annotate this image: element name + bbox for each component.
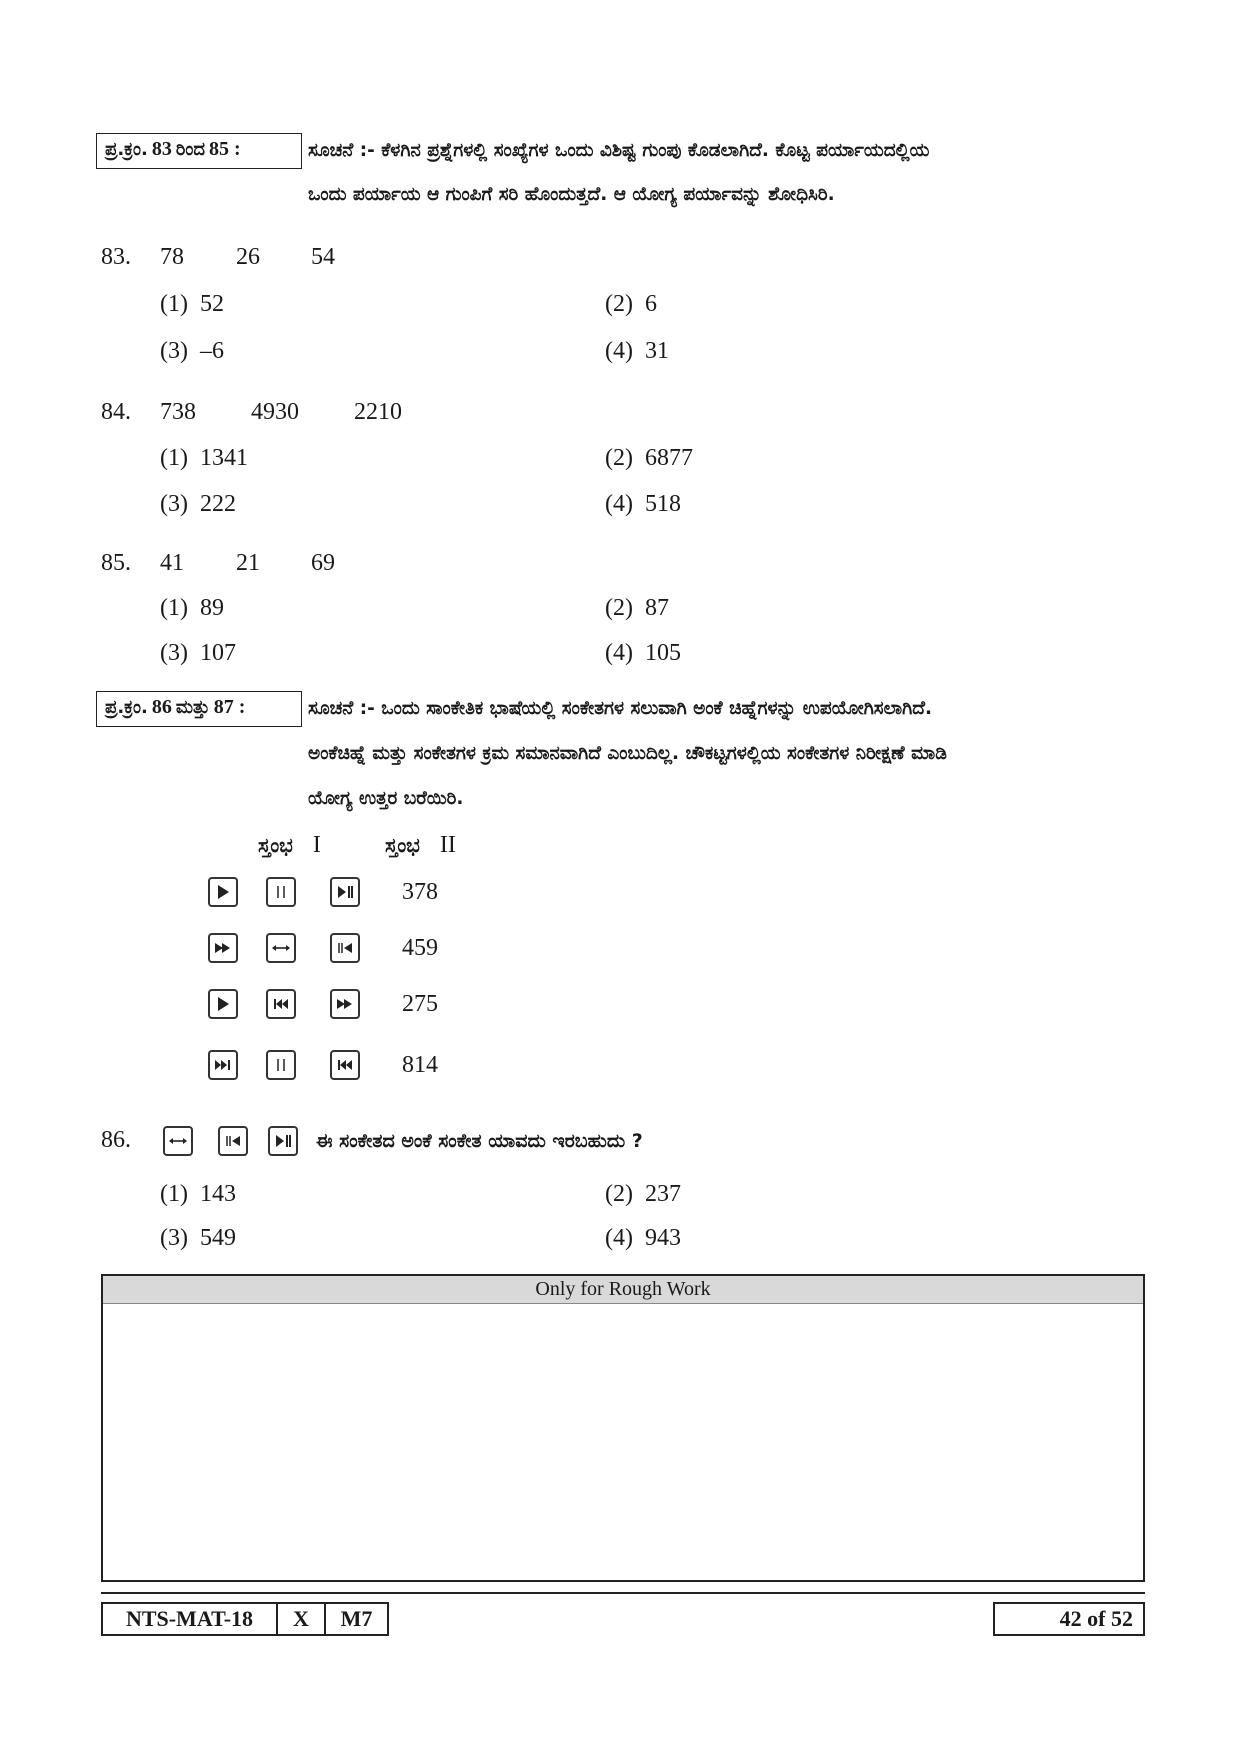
- section-1-label: [96, 133, 302, 169]
- q83-term-2: 26: [236, 244, 260, 270]
- play-pause-icon: [330, 877, 360, 907]
- q85-option-2[interactable]: (2) 87: [605, 595, 669, 621]
- column-1-heading: [258, 831, 321, 859]
- column-2-number: II: [439, 832, 456, 858]
- q83-option-2[interactable]: (2) 6: [605, 291, 657, 317]
- q84-term-1: 738: [160, 399, 196, 425]
- q83-term-1: 78: [160, 244, 184, 270]
- q83-option-4[interactable]: (4) 31: [605, 338, 669, 364]
- code-row-value: 378: [402, 879, 438, 905]
- pause-icon: [266, 877, 296, 907]
- column-2-word: ಸ್ತಂಭ: [385, 833, 420, 857]
- q84-option-3[interactable]: (3) 222: [160, 491, 236, 517]
- q86-option-1[interactable]: (1) 143: [160, 1181, 236, 1207]
- footer-set: X: [276, 1602, 326, 1636]
- section-1-prefix: ಪ್ರ.ಕ್ರಂ.: [105, 139, 148, 160]
- q84-number: 84.: [101, 399, 131, 425]
- q85-term-1: 41: [160, 550, 184, 576]
- q83-term-3: 54: [311, 244, 335, 270]
- skip-back-icon: [330, 1050, 360, 1080]
- double-arrow-icon: [163, 1126, 193, 1156]
- q84-option-1[interactable]: (1) 1341: [160, 445, 248, 471]
- play-icon: [208, 989, 238, 1019]
- section-2-to: 87 :: [213, 696, 246, 718]
- section-2-instruction-line-2: ಅಂಕೆಚಿಹ್ನೆ ಮತ್ತು ಸಂಕೇತಗಳ ಕ್ರಮ ಸಮಾನವಾಗಿದೆ ಎಂಬುದಿಲ್ಲ. ಚೌಕಟ್ಟಗಳಲ್ಲಿಯ ಸಂಕೇತಗಳ ನಿರೀಕ್ಷಣೆ ಮಾಡಿ: [308, 743, 947, 764]
- footer-code: NTS-MAT-18: [101, 1602, 278, 1636]
- section-1-instruction-line-2: ಒಂದು ಪರ್ಯಾಯ ಆ ಗುಂಪಿಗೆ ಸರಿ ಹೊಂದುತ್ತದೆ. ಆ ಯೋಗ್ಯ ಪರ್ಯಾವನ್ನು ಶೋಧಿಸಿರಿ.: [308, 184, 835, 205]
- play-icon: [208, 877, 238, 907]
- q83-option-1[interactable]: (1) 52: [160, 291, 224, 317]
- q86-number: 86.: [101, 1127, 131, 1153]
- code-row-value: 814: [402, 1052, 438, 1078]
- q84-option-4[interactable]: (4) 518: [605, 491, 681, 517]
- q85-term-3: 69: [311, 550, 335, 576]
- fast-forward-icon: [208, 933, 238, 963]
- section-1-instruction-line-1: ಸೂಚನೆ :- ಕೆಳಗಿನ ಪ್ರಶ್ನೆಗಳಲ್ಲಿ ಸಂಖ್ಯೆಗಳ ಒಂದು ವಿಶಿಷ್ಟ ಗುಂಪು ಕೊಡಲಾಗಿದೆ. ಕೊಟ್ಟ ಪರ್ಯಾಯದಲ್ಲಿಯ: [308, 140, 930, 161]
- section-1-mid: ರಿಂದ: [175, 139, 205, 160]
- q84-term-2: 4930: [251, 399, 299, 425]
- skip-forward-icon: [208, 1050, 238, 1080]
- q86-question: ಈ ಸಂಕೇತದ ಅಂಕೆ ಸಂಕೇತ ಯಾವದು ಇರಬಹುದು ?: [316, 1130, 643, 1152]
- footer-rule: [101, 1592, 1145, 1594]
- play-pause-icon: [268, 1126, 298, 1156]
- section-2-prefix: ಪ್ರ.ಕ್ರಂ.: [105, 697, 148, 718]
- skip-back-icon: [266, 989, 296, 1019]
- column-1-number: I: [312, 832, 321, 858]
- section-1-to: 85 :: [208, 138, 241, 160]
- footer-page-number: 42 of 52: [993, 1602, 1145, 1636]
- q85-option-1[interactable]: (1) 89: [160, 595, 224, 621]
- q83-option-3[interactable]: (3) –6: [160, 338, 224, 364]
- section-2-instruction-line-1: ಸೂಚನೆ :- ಒಂದು ಸಾಂಕೇತಿಕ ಭಾಷೆಯಲ್ಲಿ ಸಂಕೇತಗಳ ಸಲುವಾಗಿ ಅಂಕೆ ಚಿಹ್ನೆಗಳನ್ನು ಉಪಯೋಗಿಸಲಾಗಿದೆ.: [308, 698, 932, 719]
- section-2-instruction-line-3: ಯೋಗ್ಯ ಉತ್ತರ ಬರೆಯಿರಿ.: [308, 788, 464, 809]
- rough-work-box: [101, 1274, 1145, 1582]
- q85-term-2: 21: [236, 550, 260, 576]
- q86-option-2[interactable]: (2) 237: [605, 1181, 681, 1207]
- footer-paper: M7: [324, 1602, 389, 1636]
- rewind-icon: [330, 933, 360, 963]
- q86-option-3[interactable]: (3) 549: [160, 1225, 236, 1251]
- code-row-value: 459: [402, 935, 438, 961]
- section-2-label: [96, 691, 302, 727]
- code-row-value: 275: [402, 991, 438, 1017]
- q85-option-4[interactable]: (4) 105: [605, 640, 681, 666]
- rewind-icon: [218, 1126, 248, 1156]
- rough-work-label: Only for Rough Work: [103, 1276, 1143, 1304]
- q84-option-2[interactable]: (2) 6877: [605, 445, 693, 471]
- fast-forward-icon: [330, 989, 360, 1019]
- q85-number: 85.: [101, 550, 131, 576]
- column-1-word: ಸ್ತಂಭ: [258, 833, 293, 857]
- pause-icon: [266, 1050, 296, 1080]
- section-1-from: 83: [151, 138, 172, 160]
- q84-term-3: 2210: [354, 399, 402, 425]
- q85-option-3[interactable]: (3) 107: [160, 640, 236, 666]
- section-2-from: 86: [151, 696, 172, 718]
- double-arrow-icon: [266, 933, 296, 963]
- column-2-heading: [385, 831, 456, 859]
- section-2-mid: ಮತ್ತು: [175, 697, 210, 718]
- q83-number: 83.: [101, 244, 131, 270]
- q86-option-4[interactable]: (4) 943: [605, 1225, 681, 1251]
